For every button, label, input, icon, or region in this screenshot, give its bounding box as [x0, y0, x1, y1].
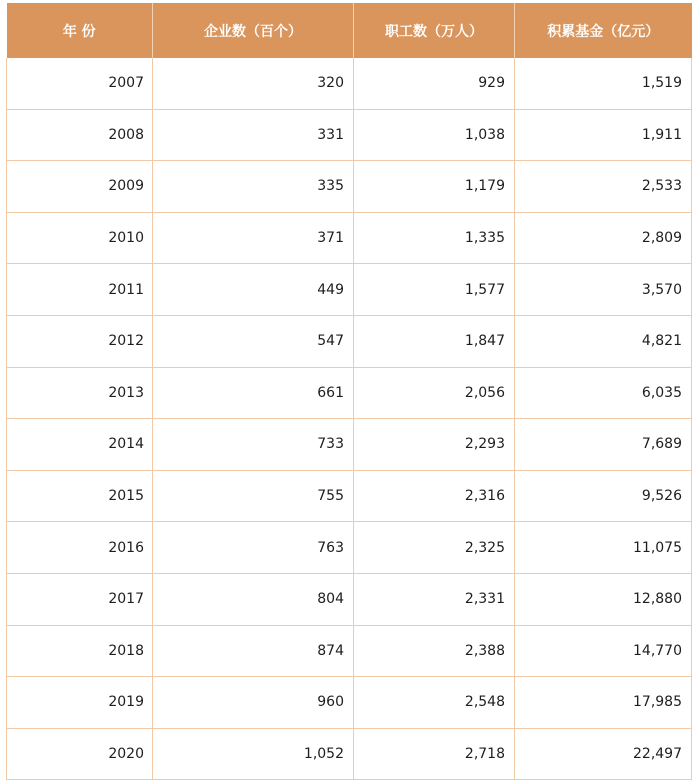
cell-enterprises: 733 [153, 419, 354, 471]
cell-employees: 1,179 [354, 161, 515, 213]
cell-employees: 1,847 [354, 315, 515, 367]
cell-enterprises: 755 [153, 470, 354, 522]
cell-enterprises: 449 [153, 264, 354, 316]
header-row [7, 3, 692, 58]
table-row [7, 367, 692, 419]
table-row [7, 315, 692, 367]
cell-employees: 929 [354, 58, 515, 109]
cell-year: 2009 [7, 161, 153, 213]
data-table-container [6, 3, 691, 780]
header-enterprises: 企业数（百个） [153, 3, 354, 58]
cell-employees: 2,548 [354, 677, 515, 729]
cell-employees: 2,718 [354, 728, 515, 780]
cell-fund: 3,570 [515, 264, 692, 316]
cell-year: 2019 [7, 677, 153, 729]
table-row [7, 728, 692, 780]
cell-enterprises: 320 [153, 58, 354, 109]
cell-employees: 2,056 [354, 367, 515, 419]
header-fund: 积累基金（亿元） [515, 3, 692, 58]
cell-year: 2010 [7, 212, 153, 264]
cell-employees: 2,331 [354, 573, 515, 625]
header-employees: 职工数（万人） [354, 3, 515, 58]
cell-fund: 22,497 [515, 728, 692, 780]
table-header [7, 3, 692, 58]
cell-employees: 1,577 [354, 264, 515, 316]
cell-fund: 4,821 [515, 315, 692, 367]
cell-year: 2013 [7, 367, 153, 419]
cell-enterprises: 804 [153, 573, 354, 625]
cell-employees: 2,325 [354, 522, 515, 574]
cell-fund: 7,689 [515, 419, 692, 471]
table-body [7, 58, 692, 780]
cell-year: 2014 [7, 419, 153, 471]
cell-year: 2015 [7, 470, 153, 522]
cell-fund: 6,035 [515, 367, 692, 419]
cell-year: 2007 [7, 58, 153, 109]
cell-enterprises: 371 [153, 212, 354, 264]
cell-year: 2012 [7, 315, 153, 367]
cell-enterprises: 763 [153, 522, 354, 574]
table-row [7, 264, 692, 316]
cell-enterprises: 547 [153, 315, 354, 367]
header-year: 年 份 [7, 3, 153, 58]
cell-year: 2018 [7, 625, 153, 677]
cell-employees: 2,293 [354, 419, 515, 471]
cell-enterprises: 335 [153, 161, 354, 213]
table-row [7, 573, 692, 625]
cell-fund: 14,770 [515, 625, 692, 677]
cell-fund: 2,809 [515, 212, 692, 264]
table-row [7, 109, 692, 161]
cell-year: 2008 [7, 109, 153, 161]
table-row [7, 470, 692, 522]
table-row [7, 161, 692, 213]
table-row [7, 58, 692, 109]
cell-employees: 1,335 [354, 212, 515, 264]
cell-fund: 2,533 [515, 161, 692, 213]
cell-fund: 11,075 [515, 522, 692, 574]
cell-enterprises: 1,052 [153, 728, 354, 780]
cell-fund: 12,880 [515, 573, 692, 625]
cell-fund: 1,911 [515, 109, 692, 161]
cell-employees: 2,388 [354, 625, 515, 677]
cell-employees: 1,038 [354, 109, 515, 161]
cell-year: 2016 [7, 522, 153, 574]
table-row [7, 522, 692, 574]
table-row [7, 677, 692, 729]
cell-enterprises: 874 [153, 625, 354, 677]
cell-fund: 1,519 [515, 58, 692, 109]
cell-year: 2011 [7, 264, 153, 316]
cell-employees: 2,316 [354, 470, 515, 522]
cell-fund: 9,526 [515, 470, 692, 522]
table-row [7, 212, 692, 264]
table-row [7, 625, 692, 677]
cell-enterprises: 661 [153, 367, 354, 419]
cell-year: 2017 [7, 573, 153, 625]
cell-fund: 17,985 [515, 677, 692, 729]
data-table [6, 3, 692, 780]
table-row [7, 419, 692, 471]
cell-year: 2020 [7, 728, 153, 780]
cell-enterprises: 960 [153, 677, 354, 729]
cell-enterprises: 331 [153, 109, 354, 161]
